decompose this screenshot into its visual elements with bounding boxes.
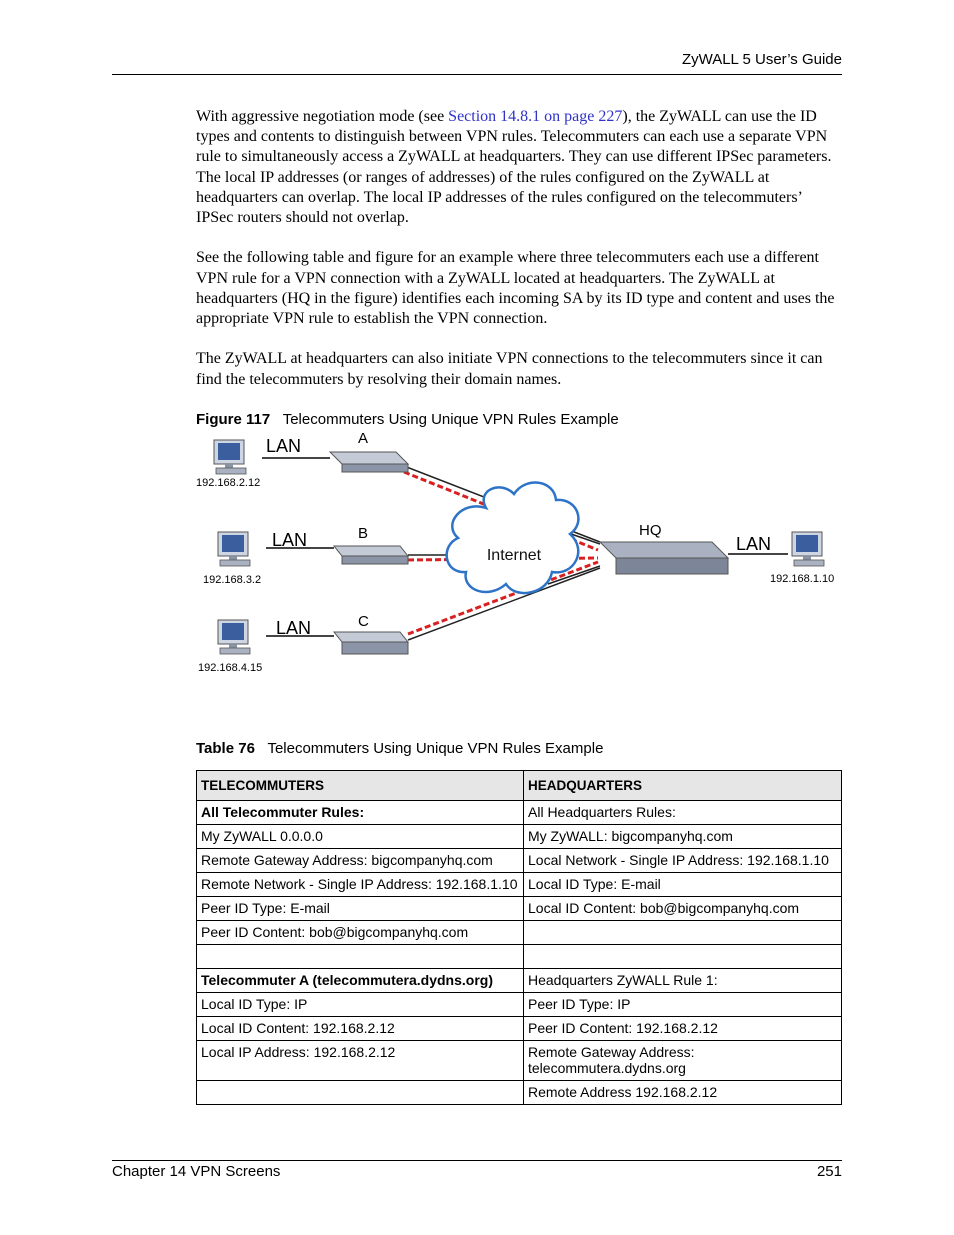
table-cell: Local Network - Single IP Address: 192.168.1.10 [524, 849, 842, 873]
table-title: Telecommuters Using Unique VPN Rules Example [267, 740, 604, 757]
table-row [197, 969, 842, 993]
table-cell: Local ID Content: bob@bigcompanyhq.com [524, 897, 842, 921]
paragraph-2: See the following table and figure for an example where three telecommuters each use a different VPN rule for a VPN connection with a ZyWALL located at headquarters. The ZyWALL at headquarters (HQ in the figure) identifies each incoming SA by its ID type and content and uses the appropriate VPN rule to establish the VPN connection. [196, 249, 835, 328]
table-cell: Telecommuter A (telecommutera.dydns.org) [197, 969, 524, 993]
table-cell: All Headquarters Rules: [524, 801, 842, 825]
table-label: Table 76 [196, 740, 255, 757]
ip-label-b: 192.168.3.2 [203, 574, 262, 586]
table-row [197, 993, 842, 1017]
table-row [197, 945, 842, 969]
table-row [197, 849, 842, 873]
table-caption [196, 740, 603, 757]
table-cell [197, 945, 524, 969]
router-c-label: C [358, 613, 369, 630]
hq-label: HQ [639, 522, 662, 539]
table-cell: Local ID Type: IP [197, 993, 524, 1017]
router-c-icon [334, 632, 408, 654]
table-row [197, 921, 842, 945]
hq-zywall-icon [600, 542, 728, 574]
table-header-row [197, 771, 842, 801]
network-diagram [196, 428, 842, 678]
computer-hq-icon [792, 532, 824, 566]
body-text [196, 107, 842, 410]
table-cell: Peer ID Type: IP [524, 993, 842, 1017]
table-cell: My ZyWALL 0.0.0.0 [197, 825, 524, 849]
router-b-label: B [358, 525, 369, 542]
table-cell: Remote Gateway Address: bigcompanyhq.com [197, 849, 524, 873]
figure-caption [196, 411, 619, 428]
table-cell [524, 945, 842, 969]
ip-label-hq: 192.168.1.10 [770, 573, 835, 585]
page-header [112, 50, 842, 75]
paragraph-1-end: ), the ZyWALL can use the ID types and contents to distinguish between VPN rules. Telecommuters can each use a separate VPN rule to simultaneously access a ZyWALL at headquarters. They can use different IPSec parameters. The local IP addresses (or ranges of addresses) of the rules configured on the ZyWALL at headquarters can overlap. The local IP addresses of the rules configured on the telecommuters’ IPSec routers should not overlap. [196, 108, 832, 227]
table-cell: Remote Network - Single IP Address: 192.168.1.10 [197, 873, 524, 897]
vpn-rules-table [196, 770, 842, 1105]
column-header-headquarters: HEADQUARTERS [524, 771, 842, 801]
page-number: 251 [816, 1163, 842, 1180]
table-row [197, 801, 842, 825]
table-cell: Peer ID Content: bob@bigcompanyhq.com [197, 921, 524, 945]
table-cell: Remote Address 192.168.2.12 [524, 1081, 842, 1105]
table-row [197, 1041, 842, 1081]
paragraph-1 [196, 107, 842, 228]
lan-label-a: LAN [266, 436, 302, 456]
internet-cloud-icon [447, 483, 579, 594]
paragraph-3: The ZyWALL at headquarters can also initiate VPN connections to the telecommuters since it can find the telecommuters by resolving their domain names. [196, 350, 823, 388]
page-footer [112, 1160, 842, 1180]
section-link[interactable]: Section 14.8.1 on page 227 [448, 108, 623, 125]
table-cell [197, 1081, 524, 1105]
ip-label-c: 192.168.4.15 [198, 662, 263, 674]
router-b-icon [334, 546, 408, 564]
table-cell: Headquarters ZyWALL Rule 1: [524, 969, 842, 993]
table-cell [524, 921, 842, 945]
table-row [197, 873, 842, 897]
table-row [197, 825, 842, 849]
computer-c-icon [218, 620, 250, 654]
table-row [197, 1081, 842, 1105]
router-a-icon [330, 452, 408, 472]
table-cell: Remote Gateway Address: telecommutera.dydns.org [524, 1041, 842, 1081]
table-cell: Local IP Address: 192.168.2.12 [197, 1041, 524, 1081]
router-a-label: A [358, 430, 369, 447]
computer-b-icon [218, 532, 250, 566]
table-cell: Peer ID Type: E-mail [197, 897, 524, 921]
chapter-label: Chapter 14 VPN Screens [112, 1163, 281, 1180]
lan-label-hq: LAN [736, 534, 772, 554]
lan-label-c: LAN [276, 618, 312, 638]
internet-label: Internet [486, 547, 542, 564]
table-cell: Peer ID Content: 192.168.2.12 [524, 1017, 842, 1041]
table-cell: Local ID Content: 192.168.2.12 [197, 1017, 524, 1041]
table-row [197, 897, 842, 921]
lan-label-b: LAN [272, 530, 308, 550]
ip-label-a: 192.168.2.12 [196, 477, 261, 489]
paragraph-1-start: With aggressive negotiation mode (see [196, 108, 449, 125]
figure-label: Figure 117 [196, 411, 271, 428]
column-header-telecommuters: TELECOMMUTERS [197, 771, 524, 801]
computer-a-icon [214, 440, 246, 474]
guide-title: ZyWALL 5 User’s Guide [681, 51, 842, 68]
figure-title: Telecommuters Using Unique VPN Rules Example [282, 411, 619, 428]
table-cell: All Telecommuter Rules: [197, 801, 524, 825]
table-row [197, 1017, 842, 1041]
table-cell: Local ID Type: E-mail [524, 873, 842, 897]
table-cell: My ZyWALL: bigcompanyhq.com [524, 825, 842, 849]
